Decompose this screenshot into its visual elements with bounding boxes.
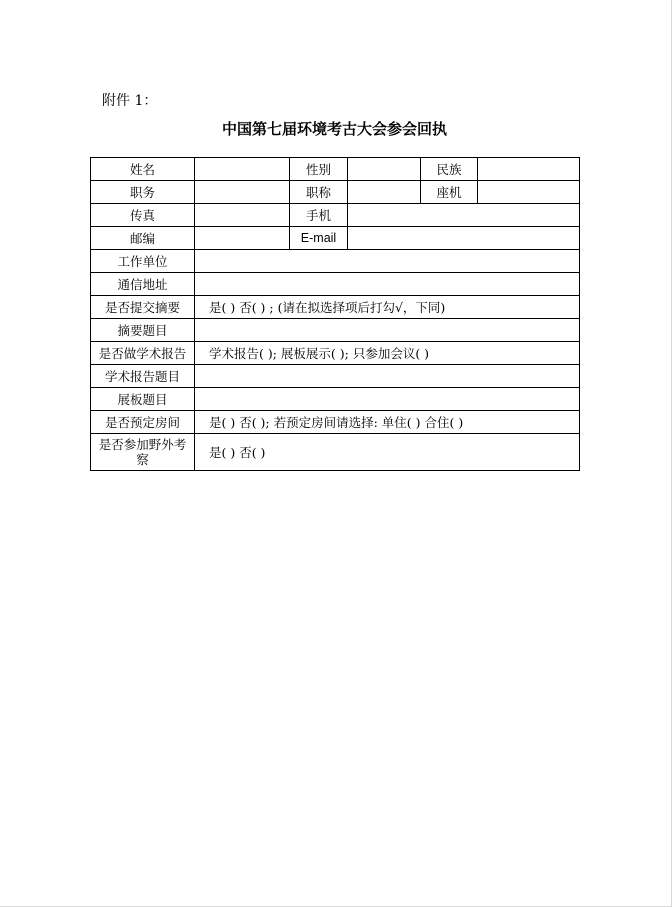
postcode-label: 邮编: [91, 227, 195, 250]
mobile-label: 手机: [290, 204, 348, 227]
report-title-label: 学术报告题目: [91, 365, 195, 388]
fax-label: 传真: [91, 204, 195, 227]
submit-abstract-label: 是否提交摘要: [91, 296, 195, 319]
email-label: E-mail: [290, 227, 348, 250]
gender-label: 性别: [290, 158, 348, 181]
address-field[interactable]: [195, 273, 580, 296]
name-field[interactable]: [195, 158, 290, 181]
table-row: [91, 342, 580, 365]
job-title-label: 职称: [290, 181, 348, 204]
table-row: [91, 388, 580, 411]
work-unit-label: 工作单位: [91, 250, 195, 273]
abstract-title-field[interactable]: [195, 319, 580, 342]
postcode-field[interactable]: [195, 227, 290, 250]
table-row: [91, 250, 580, 273]
table-row: [91, 434, 580, 471]
ethnicity-label: 民族: [421, 158, 478, 181]
table-row: [91, 411, 580, 434]
email-field[interactable]: [348, 227, 580, 250]
registration-form-table: [90, 157, 580, 471]
ethnicity-field[interactable]: [478, 158, 580, 181]
address-label: 通信地址: [91, 273, 195, 296]
academic-report-label: 是否做学术报告: [91, 342, 195, 365]
poster-title-field[interactable]: [195, 388, 580, 411]
book-room-label: 是否预定房间: [91, 411, 195, 434]
work-unit-field[interactable]: [195, 250, 580, 273]
table-row: [91, 296, 580, 319]
form-title: 中国第七届环境考古大会参会回执: [221, 120, 447, 138]
field-trip-label: 是否参加野外考察: [91, 434, 195, 471]
book-room-options[interactable]: 是( ) 否( ); 若预定房间请选择: 单住( ) 合住( ): [195, 411, 580, 434]
table-row: [91, 158, 580, 181]
job-title-field[interactable]: [348, 181, 421, 204]
table-row: [91, 319, 580, 342]
fax-field[interactable]: [195, 204, 290, 227]
gender-field[interactable]: [348, 158, 421, 181]
table-row: [91, 365, 580, 388]
submit-abstract-options[interactable]: 是( ) 否( ) ; (请在拟选择项后打勾√，下同): [195, 296, 580, 319]
report-title-field[interactable]: [195, 365, 580, 388]
mobile-field[interactable]: [348, 204, 580, 227]
landline-label: 座机: [421, 181, 478, 204]
poster-title-label: 展板题目: [91, 388, 195, 411]
field-trip-options[interactable]: 是( ) 否( ): [195, 434, 580, 471]
table-row: [91, 181, 580, 204]
position-label: 职务: [91, 181, 195, 204]
academic-report-options[interactable]: 学术报告( ); 展板展示( ); 只参加会议( ): [195, 342, 580, 365]
table-row: [91, 227, 580, 250]
name-label: 姓名: [91, 158, 195, 181]
abstract-title-label: 摘要题目: [91, 319, 195, 342]
landline-field[interactable]: [478, 181, 580, 204]
attachment-label: 附件 1：: [102, 93, 158, 109]
position-field[interactable]: [195, 181, 290, 204]
table-row: [91, 273, 580, 296]
table-row: [91, 204, 580, 227]
